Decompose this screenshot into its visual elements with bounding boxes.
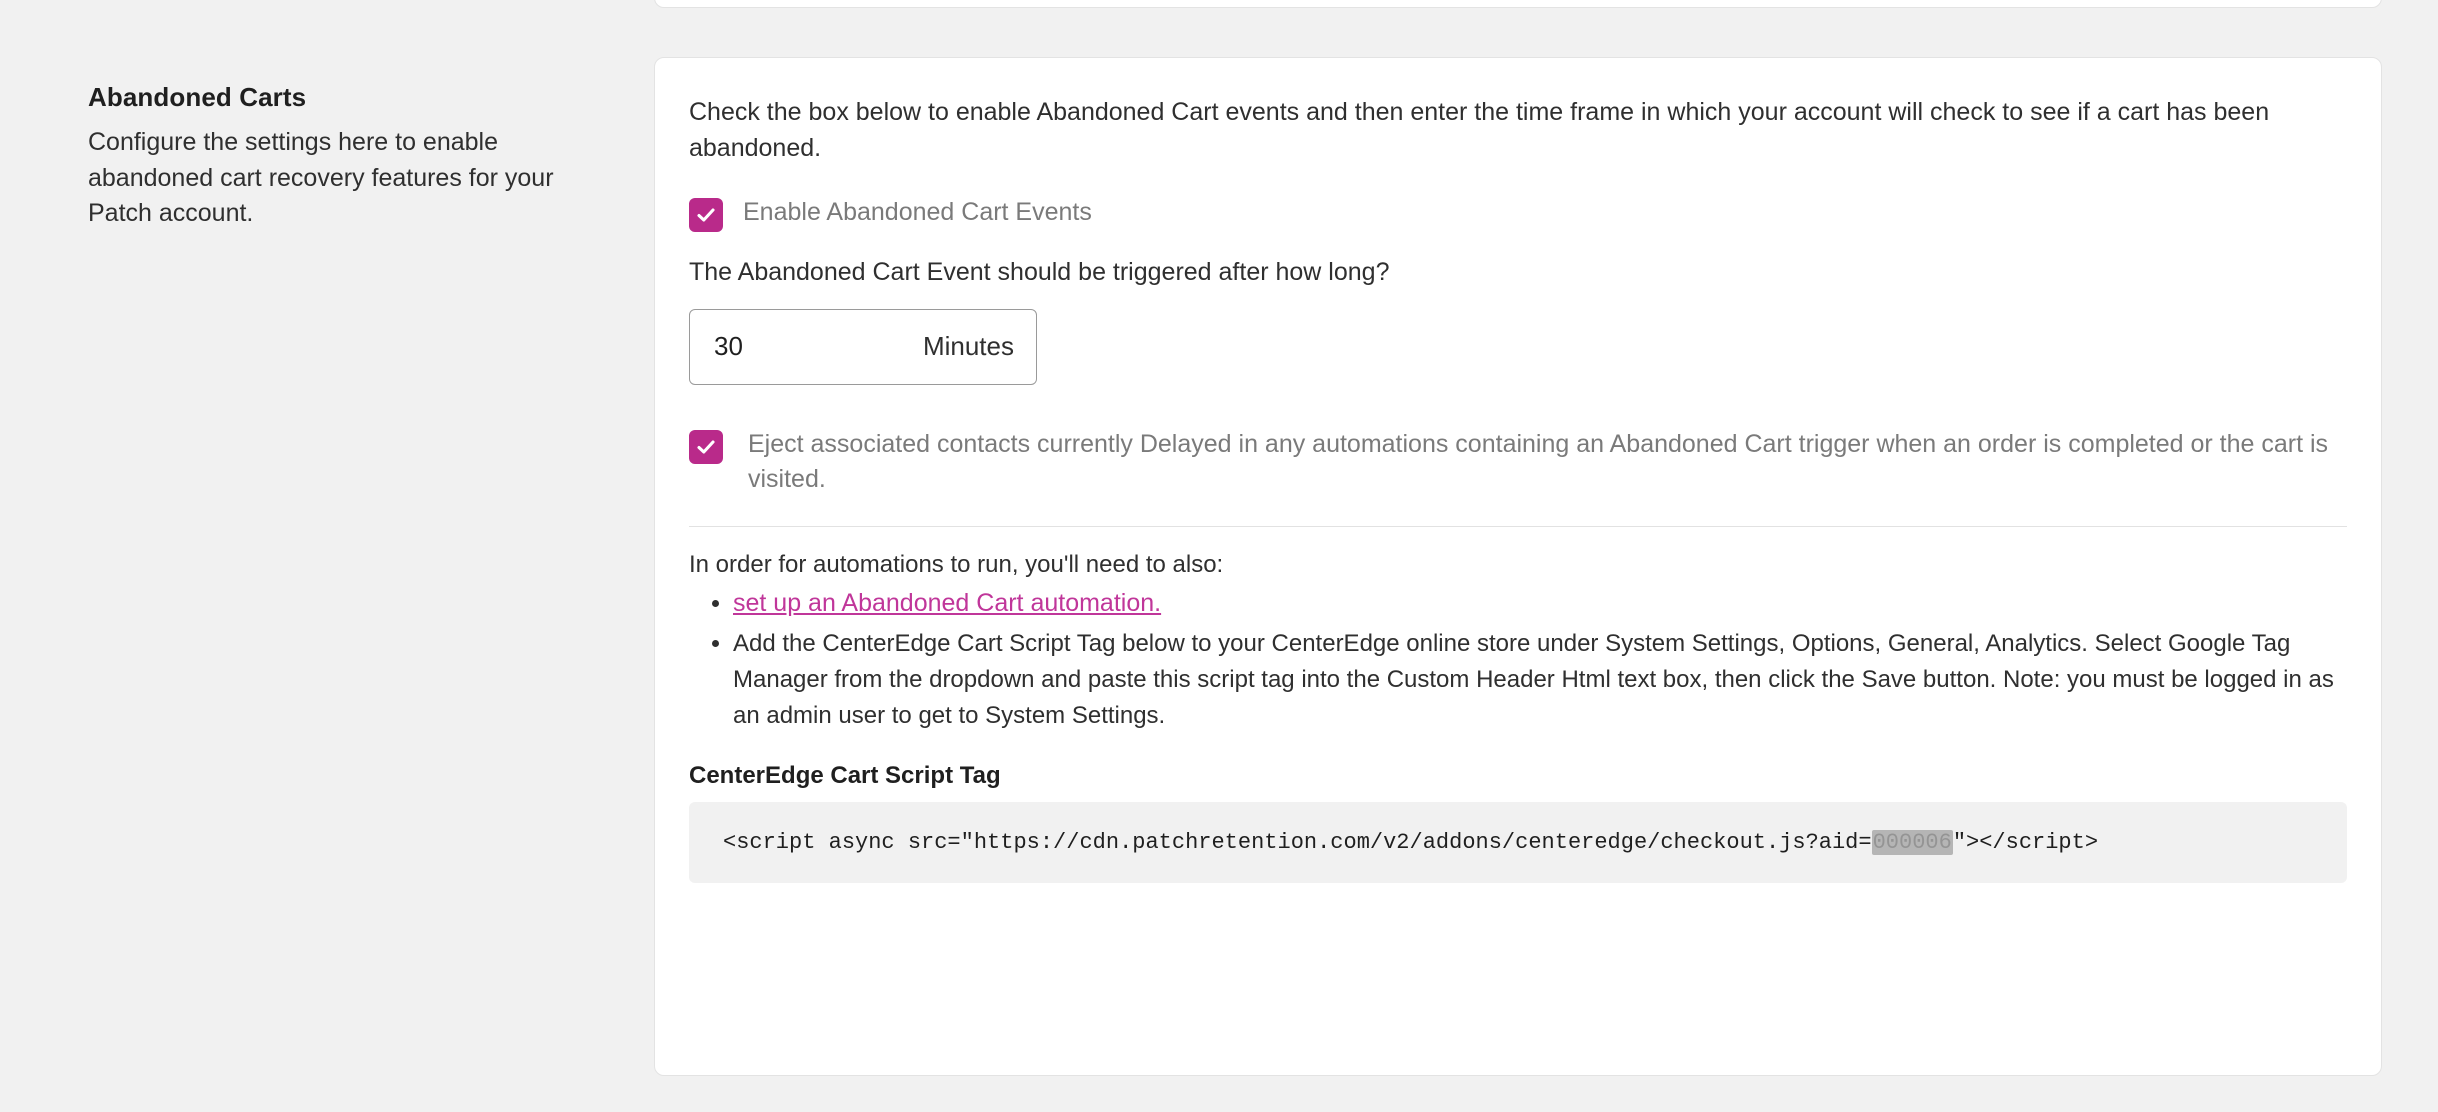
automation-steps-list: [689, 585, 2347, 735]
settings-panel: [654, 57, 2382, 1076]
section-description-text: Configure the settings here to enable abandoned cart recovery features for your Patch account.: [88, 128, 554, 227]
script-tag-box[interactable]: [689, 802, 2347, 883]
trigger-duration-field[interactable]: [689, 309, 1037, 385]
enable-abandoned-cart-events-row[interactable]: [689, 195, 2347, 232]
list-item: [733, 585, 2347, 623]
section-description: [88, 82, 588, 232]
trigger-duration-unit-label: Minutes: [922, 331, 1014, 361]
page-title: Abandoned Carts: [88, 82, 307, 112]
section-divider: [689, 526, 2347, 527]
list-item: • Add the CenterEdge Cart Script Tag below to your CenterEdge online store under System Settings, Options, General, Analytics. Select Google Tag Manager from the dropdown and paste this script tag into the Custom Header Html text box, then click the Save button. Note: you must be logged in as an admin user to get to System Settings.: [733, 626, 2347, 734]
script-tag-title: CenterEdge Cart Script Tag: [689, 762, 1001, 789]
panel-intro-text: Check the box below to enable Abandoned Cart events and then enter the time frame in which your account will check to see if a cart has been abandoned.: [689, 98, 2270, 163]
script-code-prefix: <script async src="https://cdn.patchretention.com/v2/addons/centeredge/checkout.js?aid=: [723, 830, 1872, 855]
checkmark-icon: [696, 205, 716, 225]
eject-contacts-checkbox[interactable]: [689, 430, 723, 464]
trigger-duration-question: The Abandoned Cart Event should be triggered after how long?: [689, 257, 1390, 286]
automation-note: In order for automations to run, you'll need to also:: [689, 550, 1224, 578]
trigger-duration-input[interactable]: [712, 330, 866, 363]
enable-abandoned-cart-events-label: Enable Abandoned Cart Events: [743, 197, 1092, 226]
script-tag-code: [723, 830, 2313, 855]
eject-contacts-label: Eject associated contacts currently Delayed in any automations containing an Abandoned Cart trigger when an order is completed or the cart is visited.: [748, 429, 2329, 493]
eject-contacts-row[interactable]: [689, 427, 2347, 498]
abandoned-cart-automation-link[interactable]: set up an Abandoned Cart automation.: [733, 588, 1162, 617]
script-code-suffix: "></script>: [1952, 830, 2099, 855]
enable-abandoned-cart-events-checkbox[interactable]: [689, 198, 723, 232]
script-code-redacted-account-id: 000006: [1872, 830, 1952, 855]
checkmark-icon: [696, 437, 716, 457]
